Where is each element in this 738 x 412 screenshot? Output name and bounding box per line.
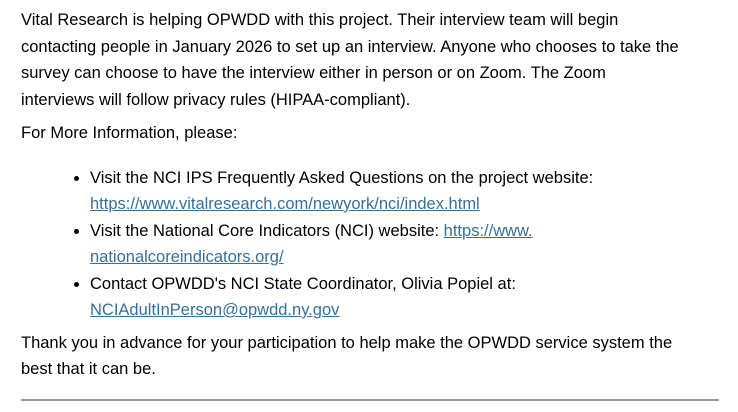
info-list (21, 165, 719, 324)
coordinator-email-link[interactable]: NCIAdultInPerson@opwdd.ny.gov (90, 301, 340, 319)
divider (21, 399, 719, 401)
intro-paragraph: Vital Research is helping OPWDD with this project. Their interview team will begin contacting people in January 2026 to set up an interview. Anyone who chooses to take the survey can choose to have the interview either in person or on Zoom. The Zoom interviews will follow privacy rules (HIPAA-compliant). (21, 11, 679, 109)
closing-paragraph: Thank you in advance for your participation to help make the OPWDD service system the best that it can be. (21, 333, 673, 378)
bullet-text: Contact OPWDD's NCI State Coordinator, Olivia Popiel at: (90, 274, 516, 293)
list-item-coordinator (90, 271, 719, 324)
project-website-link[interactable]: https://www.vitalresearch.com/newyork/nci/index.html (90, 195, 480, 213)
bullet-text: Visit the NCI IPS Frequently Asked Questions on the project website: (90, 168, 594, 187)
list-item-nci-website (90, 218, 719, 271)
info-heading: For More Information, please: (21, 124, 238, 142)
list-item-faq (90, 165, 719, 218)
bullet-text: Visit the National Core Indicators (NCI) website: (90, 221, 444, 240)
link-line: https://www. (443, 221, 533, 240)
link-line: nationalcoreindicators.org/ (90, 248, 284, 266)
